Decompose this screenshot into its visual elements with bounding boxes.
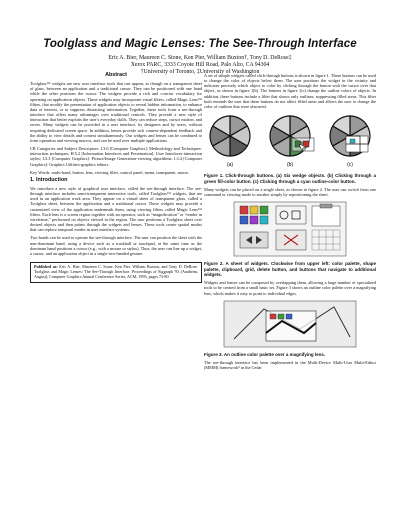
figure-2: [204, 200, 376, 277]
figure-1-label-c: (c): [347, 162, 353, 169]
figure-2-image: [204, 200, 376, 258]
right-paragraph-1: A set of simple widgets called click-through buttons is shown in figure 1. These buttons can be used to change the color of objects below them. The user positions the widget in the vicinity and indicates precisely which object to color by clicking through the button with the cursor over that object, as shown in figure 1(b). The buttons in figure 1(c) change the outline colors of objects. In addition, these buttons include a filter that shows only outlines, suppressing filled areas. This filter both reminds the user that these buttons do not affect filled areas and allows the user to change the color of outlines that were obscured.: [204, 73, 377, 109]
wedge-circle-a: [210, 116, 250, 156]
figure-1-label-a: (a): [226, 162, 234, 169]
published-as-box: [30, 262, 202, 283]
affiliation-secondary: †University of Toronto, ‡University of Washington: [140, 69, 260, 75]
authors: Eric A. Bier, Maureen C. Stone, Ken Pier, William Buxton†, Tony D. DeRose‡: [108, 55, 292, 61]
paper-title: Toolglass and Magic Lenses: The See-Through Interface: [43, 38, 357, 50]
outline-color-palette: [270, 314, 292, 319]
published-label: Published as:: [34, 264, 58, 269]
figure-1-label-b: (b): [286, 162, 294, 169]
intro-heading: 1. Introduction: [30, 176, 68, 183]
abstract-heading: Abstract: [105, 72, 127, 78]
intro-paragraph-2: Two hands can be used to operate the see-through interface. The user can position the sheet with the non-dominant hand, using a device such as a trackball or touchpad, at the same time as the dominant hand positions a cursor (e.g., with a mouse or stylus). Thus, the user can line up a widget, a cursor, and an application object in a single two-handed gesture.: [30, 235, 202, 256]
clipboard: [312, 204, 340, 226]
figure-3-caption: Figure 3. An outline color palette over a magnifying lens.: [204, 351, 326, 357]
left-column: [30, 73, 202, 283]
figure-3: [204, 299, 376, 357]
figure-3-image: [204, 299, 376, 349]
right-paragraph-4: The see-through interface has been implemented in the Multi-Device Multi-User Multi-Editor (MMM) framework⁵ in the Cedar: [204, 360, 376, 371]
figure-1: [204, 112, 376, 184]
abstract-text: Toolglass™ widgets are new user interface tools that can appear, as though on a transparent sheet of glass, between an application and a traditional cursor. They can be positioned with one hand while the other positions the cursor. The widgets provide a rich and concise vocabulary for operating on application objects. These widgets may incorporate visual filters, called Magic Lens™ filters, that modify the presentation of application objects to reveal hidden information, to enhance data of interest, or to suppress distracting information. Together, these tools form a see-through interface that offers many advantages over traditional controls. They provide a new style of interaction that better exploits the user's everyday skills. They can reduce steps, cursor motion, and errors. Many widgets can be provided in a user interface, by designers and by users, without requiring dedicated screen space. In addition, lenses provide rich context-dependent feedback and the ability to view details and context simultaneously. Our widgets and lenses can be combined to form operation and viewing macros, and can be used over multiple applications.: [30, 81, 202, 143]
published-text: Eric A. Bier, Maureen C. Stone, Ken Pier, William Buxton, and Tony D. DeRose. Toolglass and Magic Lenses: The See-Through Interface. Proceedings of Siggraph '93 (Anaheim, August), Computer Graphics Annual Conference Series, ACM, 1993, pages 73-80.: [34, 264, 199, 279]
right-paragraph-2: Many widgets can be placed on a single sheet, as shown in figure 2. The user can switch from one command or viewing mode to another simply by repositioning the sheet.: [204, 186, 376, 197]
wedge-circle-c: [330, 116, 370, 156]
figure-1-caption: Figure 1. Click-through buttons. (a) Six wedge objects. (b) Clicking through a green fill-color button. (c) Clicking through a cyan outline-color button.: [204, 173, 376, 184]
figure-1-image: [204, 112, 376, 170]
right-column: [204, 73, 376, 373]
intro-paragraph-1: We introduce a new style of graphical user interface, called the see-through interface. The see-through interface includes semi-transparent interactive tools, called Toolglass™ widgets, that are used in an application work area. They appear on a virtual sheet of transparent glass, called a Toolglass sheet, between the application and a traditional cursor. These widgets may provide a customized view of the application underneath them, using viewing filters called Magic Lens™ filters. Each lens is a screen region together with an operator, such as “magnification” or “render in wireframe,” performed on objects viewed in the region. The user positions a Toolglass sheet over desired objects and then points through the widgets and lenses. These tools create spatial modes that can replace temporal modes in user interface systems.: [30, 185, 202, 233]
navigation-buttons: [240, 232, 268, 248]
right-paragraph-3: Widgets and lenses can be composed by overlapping them, allowing a large number of specialized tools to be created from a small basic set. Figure 3 shows an outline color palette over a magnifying lens, which makes it easy to point to individual edges.: [204, 280, 376, 296]
keywords: Key Words: multi-hand, button, lens, viewing filter, control panel, menu, transparent, macro: [30, 169, 189, 175]
delete-button: [276, 230, 306, 250]
figure-2-caption: Figure 2. A sheet of widgets. Clockwise from upper left: color palette, shape palette, clipboard, grid, delete button, and buttons that navigate to additional widgets.: [204, 261, 376, 277]
ccs-categories: CR Categories and Subject Descriptors: I.3.6 [Computer Graphics]: Methodology and Techniques-interaction techniques; H.5.2 [Information Interfaces and Presentation]: User Interfaces-interaction styles; I.3.3 [Computer Graphics]: Picture/Image Generation-viewing algorithms; I.3.4 [Computer Graphics]: Graphics Utilities-graphics editors: [30, 146, 202, 167]
wedge-circle-b: [270, 116, 314, 156]
affiliation-primary: Xerox PARC, 3333 Coyote Hill Road, Palo Alto, CA 94304: [130, 62, 270, 68]
